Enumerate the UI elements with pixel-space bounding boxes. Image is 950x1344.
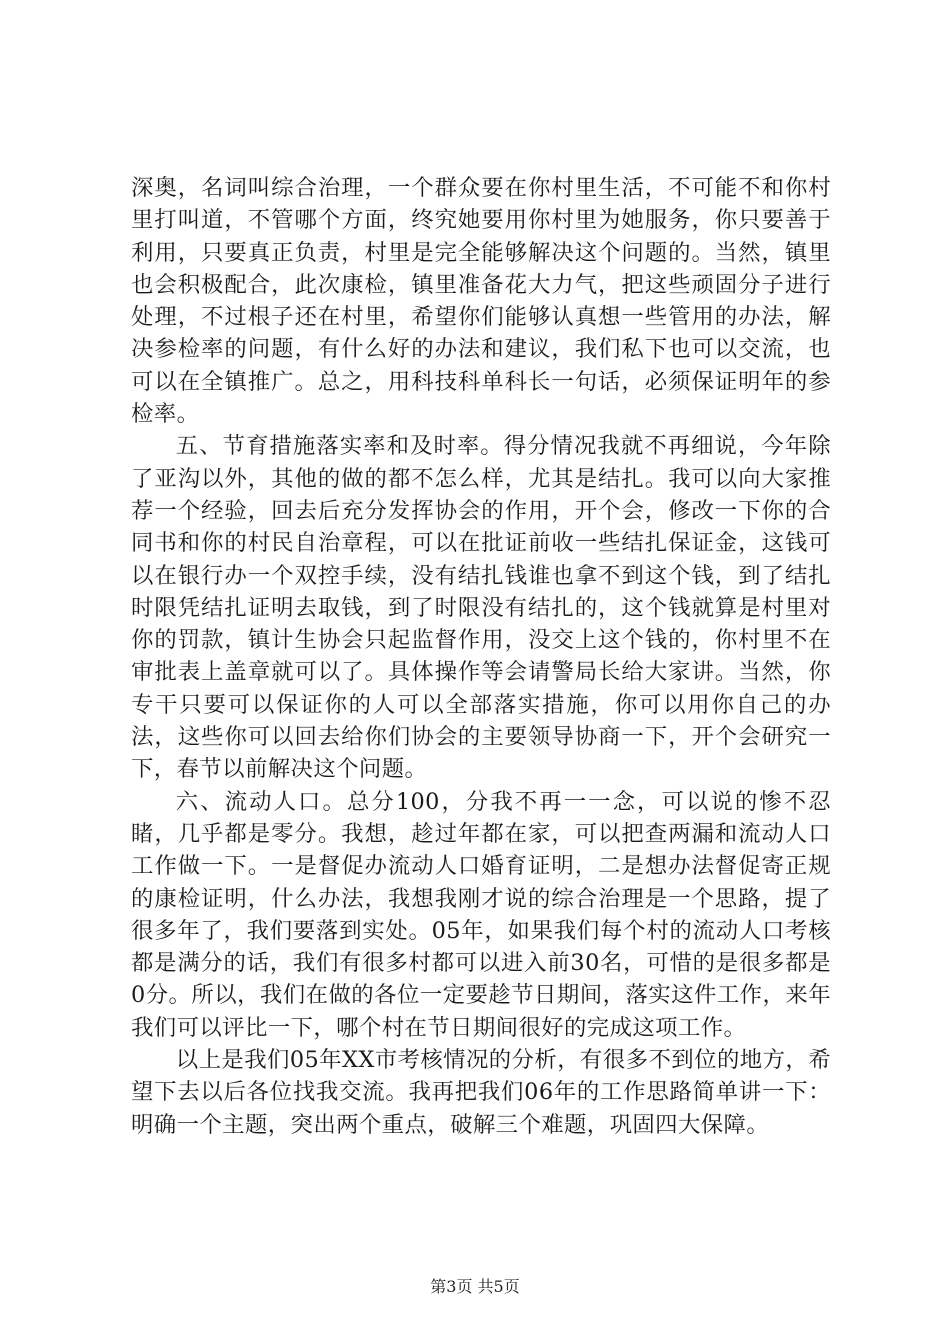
paragraph-summary: 以上是我们05年XX市考核情况的分析，有很多不到位的地方，希望下去以后各位找我交流。我再把我们06年的工作思路简单讲一下：明确一个主题，突出两个重点，破解三个难题，巩固四大保障。 — [131, 1047, 831, 1138]
page-footer: 第3页 共5页 — [430, 1277, 520, 1296]
paragraph-section-five: 五、节育措施落实率和及时率。得分情况我就不再细说，今年除了亚沟以外，其他的做的都不怎么样，尤其是结扎。我可以向大家推荐一个经验，回去后充分发挥协会的作用，开个会，修改一下你的合同书和你的村民自治章程，可以在批证前收一些结扎保证金，这钱可以在银行办一个双控手续，没有结扎钱谁也拿不到这个钱，到了结扎时限凭结扎证明去取钱，到了时限没有结扎的，这个钱就算是村里对你的罚款，镇计生协会只起监督作用，没交上这个钱的，你村里不在审批表上盖章就可以了。具体操作等会请警局长给大家讲。当然，你专干只要可以保证你的人可以全部落实措施，你可以用你自己的办法，这些你可以回去给你们协会的主要领导协商一下，开个会研究一下，春节以前解决这个问题。 — [131, 433, 831, 783]
paragraph-continuation: 深奥，名词叫综合治理，一个群众要在你村里生活，不可能不和你村里打叫道，不管哪个方面，终究她要用你村里为她服务，你只要善于利用，只要真正负责，村里是完全能够解决这个问题的。当然，镇里也会积极配合，此次康检，镇里准备花大力气，把这些顽固分子进行处理，不过根子还在村里，希望你们能够认真想一些管用的办法，解决参检率的问题，有什么好的办法和建议，我们私下也可以交流，也可以在全镇推广。总之，用科技科单科长一句话，必须保证明年的参检率。 — [131, 175, 831, 428]
paragraph-section-six: 六、流动人口。总分100，分我不再一一念，可以说的惨不忍睹，几乎都是零分。我想，趁过年都在家，可以把查两漏和流动人口工作做一下。一是督促办流动人口婚育证明，二是想办法督促寄正规的康检证明，什么办法，我想我刚才说的综合治理是一个思路，提了很多年了，我们要落到实处。05年，如果我们每个村的流动人口考核都是满分的话，我们有很多村都可以进入前30名，可惜的是很多都是0分。所以，我们在做的各位一定要趁节日期间，落实这件工作，来年我们可以评比一下，哪个村在节日期间很好的完成这项工作。 — [131, 788, 831, 1041]
document-body — [131, 172, 831, 1141]
